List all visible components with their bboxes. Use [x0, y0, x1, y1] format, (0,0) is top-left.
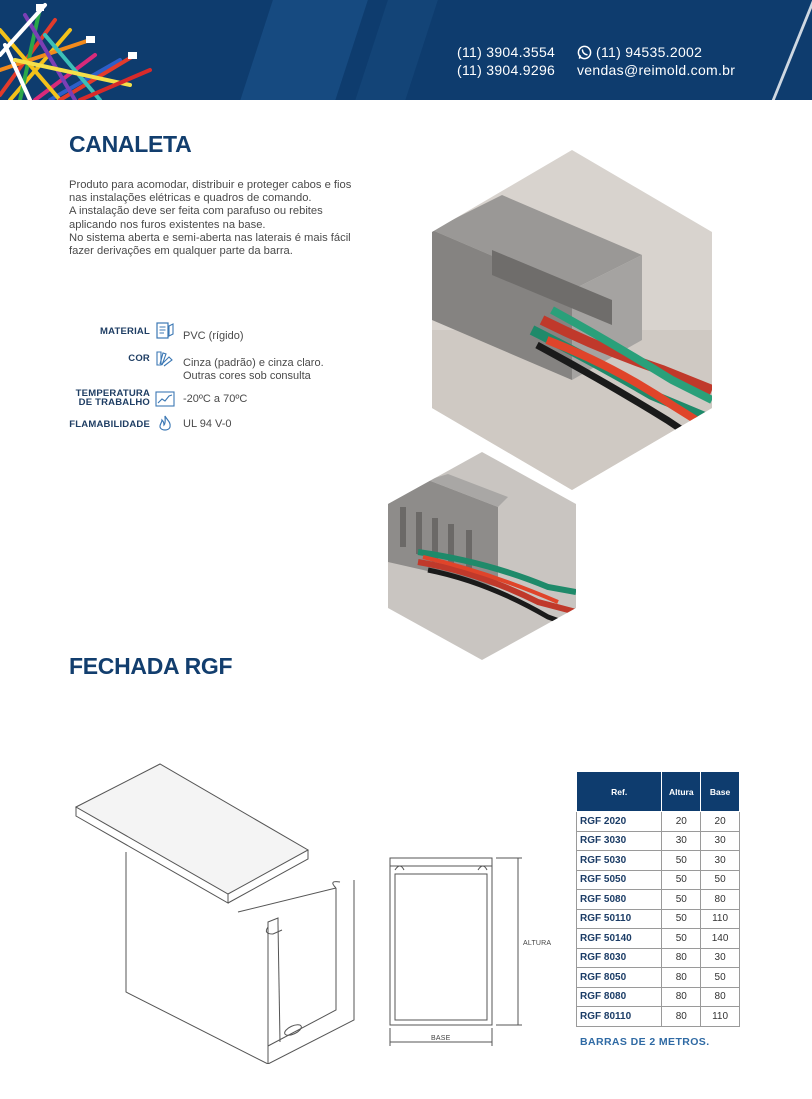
temperature-chart-icon	[155, 390, 175, 408]
bar-length-note: BARRAS DE 2 METROS.	[580, 1036, 710, 1048]
channel-isometric-drawing	[68, 762, 358, 1064]
cell-altura: 80	[662, 948, 701, 968]
table-row	[577, 909, 740, 929]
cell-ref: RGF 8080	[577, 987, 662, 1007]
cell-ref: RGF 8030	[577, 948, 662, 968]
table-row	[577, 929, 740, 949]
cell-altura: 50	[662, 890, 701, 910]
spec-value-cor-line1: Cinza (padrão) e cinza claro.	[183, 357, 324, 369]
channel-cross-section-drawing	[386, 852, 526, 1048]
table-row	[577, 870, 740, 890]
description-line: A instalação deve ser feita com parafuso ou rebites	[69, 205, 323, 218]
cell-ref: RGF 5080	[577, 890, 662, 910]
cell-altura: 80	[662, 968, 701, 988]
cell-altura: 20	[662, 812, 701, 832]
cell-ref: RGF 50110	[577, 909, 662, 929]
dimension-label-altura: ALTURA	[523, 940, 552, 947]
table-row	[577, 1007, 740, 1027]
cell-ref: RGF 3030	[577, 831, 662, 851]
description-line: Produto para acomodar, distribuir e proteger cabos e fios	[69, 179, 352, 191]
document-icon	[155, 322, 175, 340]
cell-base: 30	[701, 851, 740, 871]
cell-ref: RGF 80110	[577, 1007, 662, 1027]
spec-value-temperatura: -20ºC a 70ºC	[183, 393, 248, 405]
whatsapp-number: (11) 94535.2002	[596, 44, 703, 60]
spec-label-cor: COR	[128, 353, 150, 364]
flame-icon	[155, 415, 175, 433]
spec-value-material: PVC (rígido)	[183, 330, 244, 342]
spec-label-material: MATERIAL	[100, 326, 150, 337]
cell-altura: 80	[662, 1007, 701, 1027]
cell-base: 110	[701, 909, 740, 929]
cell-base: 110	[701, 1007, 740, 1027]
product-photo-closed-channel	[432, 150, 712, 490]
cell-base: 50	[701, 870, 740, 890]
cell-base: 30	[701, 948, 740, 968]
cell-ref: RGF 50140	[577, 929, 662, 949]
spec-label-temperatura-line1: TEMPERATURA	[75, 388, 150, 399]
spec-value-flamabilidade: UL 94 V-0	[183, 418, 232, 430]
header-divider-line	[764, 0, 812, 100]
cell-base: 80	[701, 987, 740, 1007]
cell-altura: 50	[662, 851, 701, 871]
dimensions-table	[576, 771, 740, 1027]
description-line: fazer derivações em qualquer parte da barra.	[69, 245, 293, 258]
cable-ties-photo	[0, 0, 160, 100]
description-line: No sistema aberta e semi-aberta nas laterais é mais fácil	[69, 231, 351, 244]
description-line: nas instalações elétricas e quadros de comando.	[69, 192, 312, 205]
cell-base: 140	[701, 929, 740, 949]
table-header-altura: Altura	[662, 772, 701, 812]
cell-ref: RGF 5030	[577, 851, 662, 871]
table-header-row	[577, 772, 740, 812]
section-title-fechada-rgf: FECHADA RGF	[69, 653, 233, 679]
table-row	[577, 948, 740, 968]
table-row	[577, 890, 740, 910]
table-header-base: Base	[701, 772, 740, 812]
cell-altura: 50	[662, 929, 701, 949]
product-description	[69, 179, 399, 258]
cell-base: 80	[701, 890, 740, 910]
cell-altura: 80	[662, 987, 701, 1007]
cell-base: 20	[701, 812, 740, 832]
table-row	[577, 812, 740, 832]
spec-value-cor-line2: Outras cores sob consulta	[183, 370, 311, 382]
whatsapp-contact[interactable]	[577, 44, 702, 60]
section-title-canaleta: CANALETA	[69, 131, 192, 157]
dimension-label-base: BASE	[431, 1035, 451, 1042]
table-row	[577, 831, 740, 851]
email-link[interactable]: vendas@reimold.com.br	[577, 62, 736, 78]
cell-altura: 50	[662, 870, 701, 890]
cell-base: 30	[701, 831, 740, 851]
table-row	[577, 968, 740, 988]
cell-altura: 30	[662, 831, 701, 851]
product-photo-slotted-channel	[388, 452, 576, 660]
cell-ref: RGF 2020	[577, 812, 662, 832]
cell-ref: RGF 5050	[577, 870, 662, 890]
phone-number-2[interactable]: (11) 3904.9296	[457, 62, 556, 78]
spec-label-flamabilidade: FLAMABILIDADE	[69, 419, 150, 430]
cell-base: 50	[701, 968, 740, 988]
description-line: aplicando nos furos existentes na base.	[69, 218, 266, 231]
table-header-ref: Ref.	[577, 772, 662, 812]
phone-number-1[interactable]: (11) 3904.3554	[457, 44, 556, 60]
cell-altura: 50	[662, 909, 701, 929]
spec-value-cor	[183, 357, 324, 383]
cell-ref: RGF 8050	[577, 968, 662, 988]
whatsapp-icon	[577, 45, 592, 60]
header-band	[0, 0, 812, 100]
color-swatch-icon	[155, 349, 175, 367]
spec-label-temperatura-line2: DE TRABALHO	[78, 397, 150, 408]
table-row	[577, 851, 740, 871]
table-row	[577, 987, 740, 1007]
spec-label-temperatura	[76, 389, 150, 407]
header-stripe	[234, 0, 371, 100]
